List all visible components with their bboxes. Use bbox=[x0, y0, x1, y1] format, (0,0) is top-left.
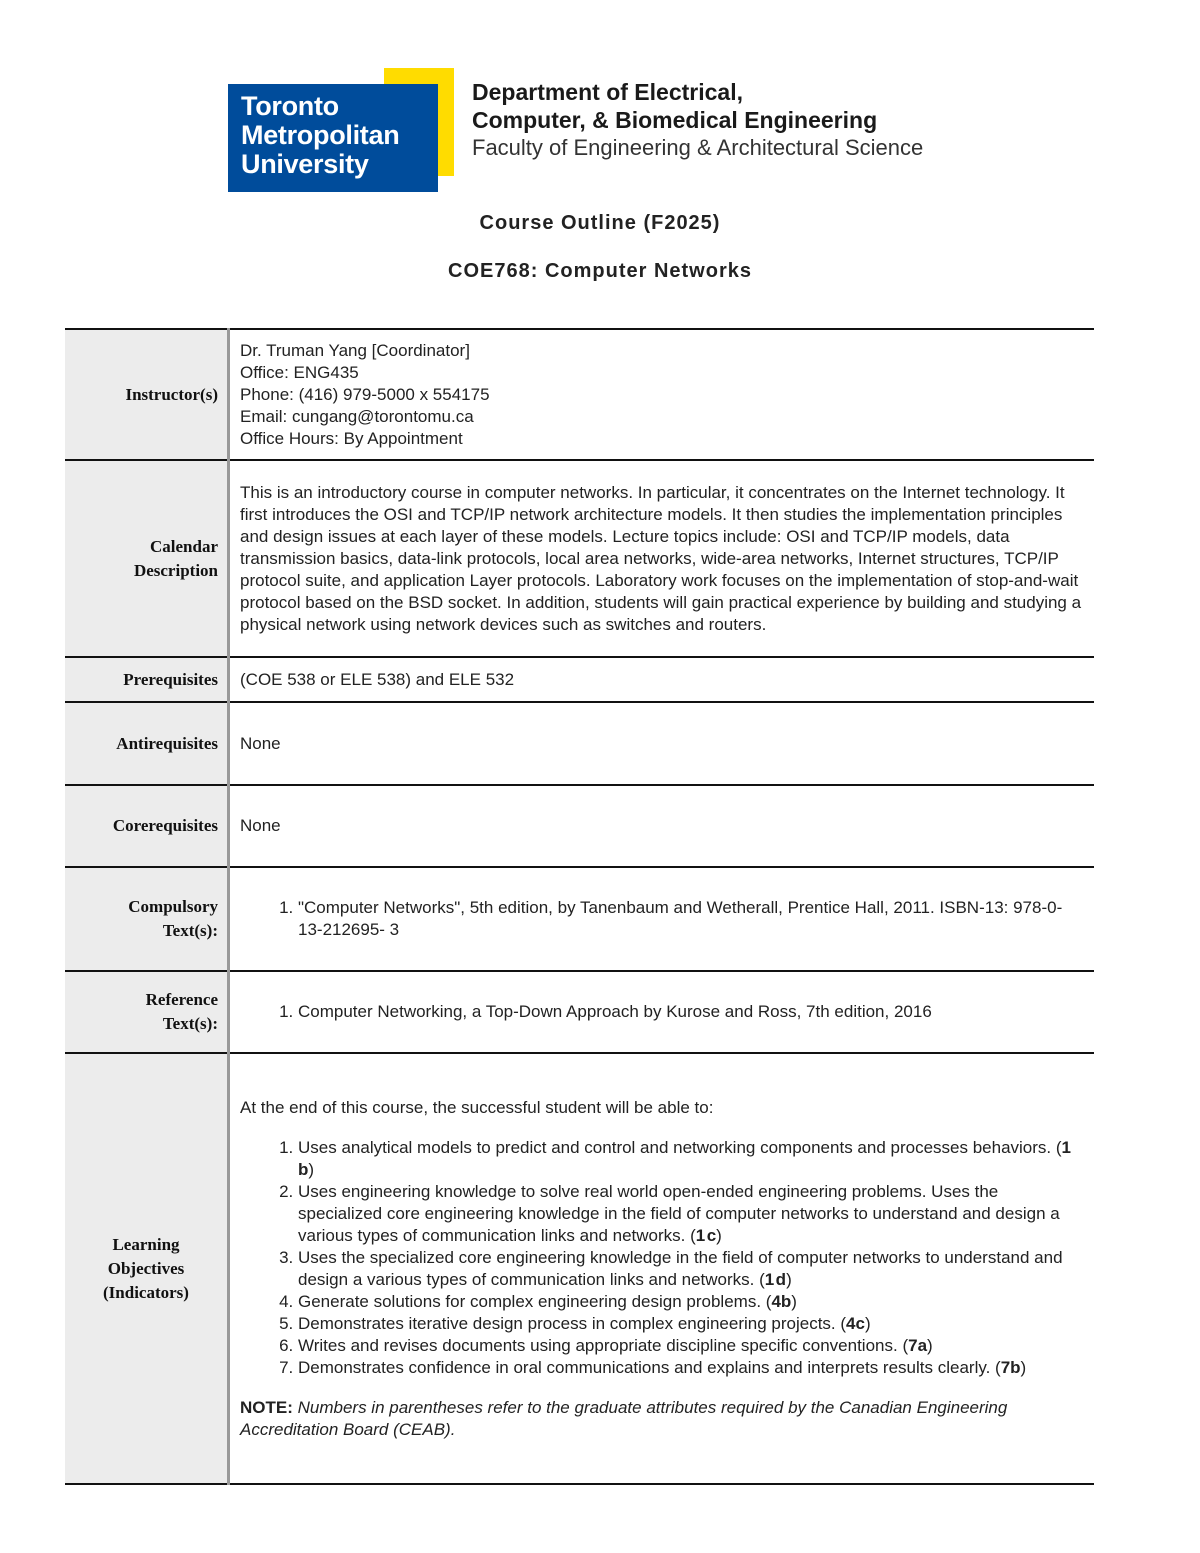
note-label: NOTE: bbox=[240, 1397, 293, 1417]
objective-item: 1. Uses analytical models to predict and control and networking components and processes behaviors. (1 b) bbox=[298, 1137, 1084, 1181]
value-corerequisites: None bbox=[229, 785, 1095, 867]
logo-line: Metropolitan bbox=[241, 120, 400, 150]
objective-item: 6. Writes and revises documents using appropriate discipline specific conventions. (7a) bbox=[298, 1335, 1084, 1357]
value-compulsory-texts bbox=[229, 867, 1095, 971]
row-antirequisites bbox=[65, 702, 1094, 785]
value-calendar-description: This is an introductory course in computer networks. In particular, it concentrates on the Internet technology. It first introduces the OSI and TCP/IP network architecture models. It then studies the implementation principles and design issues at each layer of these models. Lecture topics include: OSI and TCP/IP models, data transmission basics, data-link protocols, local area networks, wide-area networks, Internet structures, TCP/IP protocol suite, and application Layer protocols. Laboratory work focuses on the implementation of stop-and-wait protocol based on the BSD socket. In addition, students will gain practical experience by building and studying a physical network using network devices such as switches and routers. bbox=[229, 460, 1095, 657]
row-prerequisites bbox=[65, 657, 1094, 702]
compulsory-texts-list bbox=[240, 897, 1084, 941]
logo-line: Toronto bbox=[241, 91, 339, 121]
department-heading bbox=[472, 78, 923, 162]
department-line-2: Computer, & Biomedical Engineering bbox=[472, 107, 878, 133]
list-item: 1. "Computer Networks", 5th edition, by Tanenbaum and Wetherall, Prentice Hall, 2011. ISBN-13: 978-0- 13-212695- 3 bbox=[298, 897, 1084, 941]
logo-wordmark bbox=[241, 92, 399, 179]
label-instructor: Instructor(s) bbox=[65, 329, 229, 460]
label-line: Calendar bbox=[150, 536, 218, 556]
label-reference-texts bbox=[65, 971, 229, 1053]
row-instructor bbox=[65, 329, 1094, 460]
label-corerequisites: Corerequisites bbox=[65, 785, 229, 867]
label-line: Learning bbox=[112, 1234, 180, 1254]
value-reference-texts bbox=[229, 971, 1095, 1053]
faculty-line: Faculty of Engineering & Architectural Science bbox=[472, 135, 924, 160]
value-prerequisites: (COE 538 or ELE 538) and ELE 532 bbox=[229, 657, 1095, 702]
outline-title: Course Outline (F2025) bbox=[479, 212, 721, 234]
row-corerequisites bbox=[65, 785, 1094, 867]
logo-line: University bbox=[241, 149, 369, 179]
objective-item: 3. Uses the specialized core engineering knowledge in the field of computer networks to understand and design a various types of communication links and networks. (1 d) bbox=[298, 1247, 1084, 1291]
instructor-office: Office: ENG435 bbox=[240, 363, 359, 382]
label-line: Compulsory bbox=[128, 897, 218, 916]
instructor-phone: Phone: (416) 979-5000 x 554175 bbox=[240, 385, 490, 404]
label-line: Objectives bbox=[107, 1258, 185, 1278]
label-line: (Indicators) bbox=[103, 1282, 189, 1302]
label-calendar-description bbox=[65, 460, 229, 657]
row-calendar-description bbox=[65, 460, 1094, 657]
label-antirequisites: Antirequisites bbox=[65, 702, 229, 785]
objectives-intro: At the end of this course, the successful student will be able to: bbox=[240, 1097, 714, 1117]
instructor-name: Dr. Truman Yang [Coordinator] bbox=[240, 341, 470, 360]
value-antirequisites: None bbox=[229, 702, 1095, 785]
instructor-email: Email: cungang@torontomu.ca bbox=[240, 407, 474, 426]
objective-item: 5. Demonstrates iterative design process in complex engineering projects. (4c) bbox=[298, 1313, 1084, 1335]
row-compulsory-texts bbox=[65, 867, 1094, 971]
label-line: Text(s): bbox=[162, 921, 218, 940]
value-learning-objectives bbox=[229, 1053, 1095, 1484]
objectives-list bbox=[240, 1137, 1084, 1379]
label-compulsory-texts bbox=[65, 867, 229, 971]
value-instructor bbox=[229, 329, 1095, 460]
label-prerequisites: Prerequisites bbox=[65, 657, 229, 702]
objective-item: 4. Generate solutions for complex engineering design problems. (4b) bbox=[298, 1291, 1084, 1313]
label-line: Reference bbox=[145, 990, 218, 1009]
university-logo bbox=[228, 68, 454, 192]
list-item: 1. Computer Networking, a Top-Down Approach by Kurose and Ross, 7th edition, 2016 bbox=[298, 1001, 1084, 1023]
ceab-note bbox=[240, 1397, 1084, 1441]
label-line: Description bbox=[133, 560, 218, 580]
row-reference-texts bbox=[65, 971, 1094, 1053]
note-text: Numbers in parentheses refer to the graduate attributes required by the Canadian Engineering Accreditation Board (CEAB). bbox=[240, 1397, 1008, 1439]
course-title: COE768: Computer Networks bbox=[448, 260, 752, 282]
label-line: Text(s): bbox=[162, 1014, 218, 1033]
objective-item: 7. Demonstrates confidence in oral communications and explains and interprets results clearly. (7b) bbox=[298, 1357, 1084, 1379]
course-outline-table bbox=[65, 328, 1094, 1485]
department-line-1: Department of Electrical, bbox=[472, 79, 743, 105]
instructor-hours: Office Hours: By Appointment bbox=[240, 429, 463, 448]
label-learning-objectives bbox=[65, 1053, 229, 1484]
row-learning-objectives bbox=[65, 1053, 1094, 1484]
reference-texts-list bbox=[240, 1001, 1084, 1023]
objective-item: 2. Uses engineering knowledge to solve real world open-ended engineering problems. Uses the specialized core engineering knowledge in the field of computer networks to understand and design a various types of communication links and networks. (1 c) bbox=[298, 1181, 1084, 1247]
